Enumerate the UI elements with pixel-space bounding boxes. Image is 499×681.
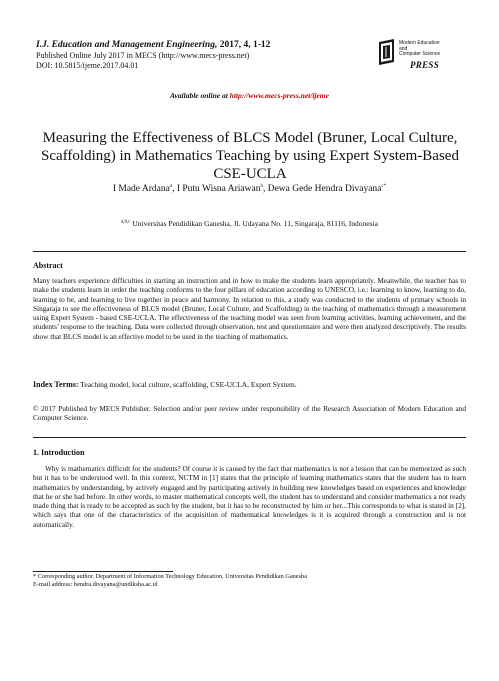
index-terms: [33, 380, 466, 389]
logo-line-1: Modern Education: [399, 40, 440, 46]
author-sup: b: [260, 184, 263, 189]
section-heading: 1. Introduction: [33, 448, 85, 457]
journal-name: I.J. Education and Management Engineering,: [36, 40, 218, 50]
copyright-notice: © 2017 Published by MECS Publisher. Selection and/or peer review under responsibility of the Research Association of Modern Education and Computer Science.: [33, 404, 466, 423]
journal-citation: [36, 40, 336, 51]
footnote: [33, 573, 466, 589]
author-separator: ,: [262, 184, 268, 195]
abstract-body: Many teachers experience difficulties in starting an instruction and in how to make the students learn appropriately. Meanwhile, the teacher has to make the students learn in order the teaching conforms to the four pillars of education according to UNESCO, i.e.: learning to know, learning to do, learning to be, and learning to live together in peace and harmony. In relation to this, a study was conducted to the students of primary schools in Singaraja to see the effectiveness of BLCS model (Bruner, Local Culture, and Scaffolding) in the teaching of mathematics through a measurement using Expert System - based CSE-UCLA. The effectiveness of the teaching model was seen from learning activities, learning achievement, and the students’ response to the teaching. Data were collected through observation, test and questionnaire and were then analyzed descriptively. The results show that BLCS model is an effective model to be used in the teaching of mathematics.: [33, 276, 466, 341]
logo-press: PRESS: [410, 60, 440, 70]
journal-link[interactable]: http://www.mecs-press.net/ijeme: [229, 91, 329, 100]
author-sup: a: [169, 184, 173, 189]
author-name: I Made Ardana: [112, 184, 170, 195]
author-sup: c*: [381, 184, 387, 189]
affiliation: [0, 219, 499, 228]
doi: DOI: 10.5815/ijeme.2017.04.01: [36, 60, 139, 70]
abstract-heading: Abstract: [33, 261, 63, 270]
abstract-top-rule: [33, 251, 466, 252]
author-name: Dewa Gede Hendra Divayana: [267, 184, 382, 195]
author-name: I Putu Wisna Ariawan: [176, 184, 261, 195]
intro-paragraph: Why is mathematics difficult for the students? Of course it is caused by the fact that mathematics is not a lesson that can be memorized as such but it has to be understood well. In this context, NCTM in [1] states that the principle of learning mathematics states that the student has to learn mathematics by understanding, by actively engaged and by participating actively in building new knowledges based on experiences and knowledge that he or she had before. In other words, to master mathematical concepts well, the student has to understand and consider mathematics a not ready made thing that is ready to be accepted as such by the student, but it has to be reconstructed by him or her...This corresponds to what is stated in [2], which says that one of the characteristics of the acquisition of mathematical knowledges is it is acquired through a construction and is not automatically.: [33, 464, 466, 529]
logo-line-2: and: [399, 45, 408, 52]
affiliation-sup: a,b,c: [121, 219, 131, 225]
available-online: [0, 91, 499, 100]
author-separator: ,: [172, 184, 177, 195]
abstract-bottom-rule: [33, 437, 466, 438]
author-email: E-mail address: hendra.divayana@undiksha.ac.id: [33, 581, 158, 588]
publisher-logo: [377, 38, 449, 70]
journal-header: [36, 40, 336, 70]
footnote-rule: [33, 571, 173, 572]
index-terms-list: Teaching model, local culture, scaffolding, CSE-UCLA, Expert System.: [78, 380, 297, 389]
author-list: [0, 184, 499, 194]
published-online: Published Online July 2017 in MECS (http://www.mecs-press.net): [36, 51, 250, 60]
corresponding-author: * Corresponding author. Department of Information Technology Education, Universitas Pendidikan Ganesha: [33, 573, 307, 580]
book-icon: [377, 38, 397, 66]
logo-line-3: Computer Science: [399, 51, 441, 58]
index-terms-label: Index Terms:: [33, 380, 79, 389]
available-prefix: Available online at: [170, 91, 230, 100]
journal-volume: 2017, 4, 1-12: [219, 40, 271, 50]
logo-text: [399, 41, 451, 58]
affiliation-text: Universitas Pendidikan Ganesha, Jl. Udayana No. 11, Singaraja, 81116, Indonesia: [130, 219, 378, 228]
paper-title: Measuring the Effectiveness of BLCS Model (Bruner, Local Culture, Scaffolding) in Mathematics Teaching by using Expert System-Based CSE-UCLA: [41, 130, 459, 182]
